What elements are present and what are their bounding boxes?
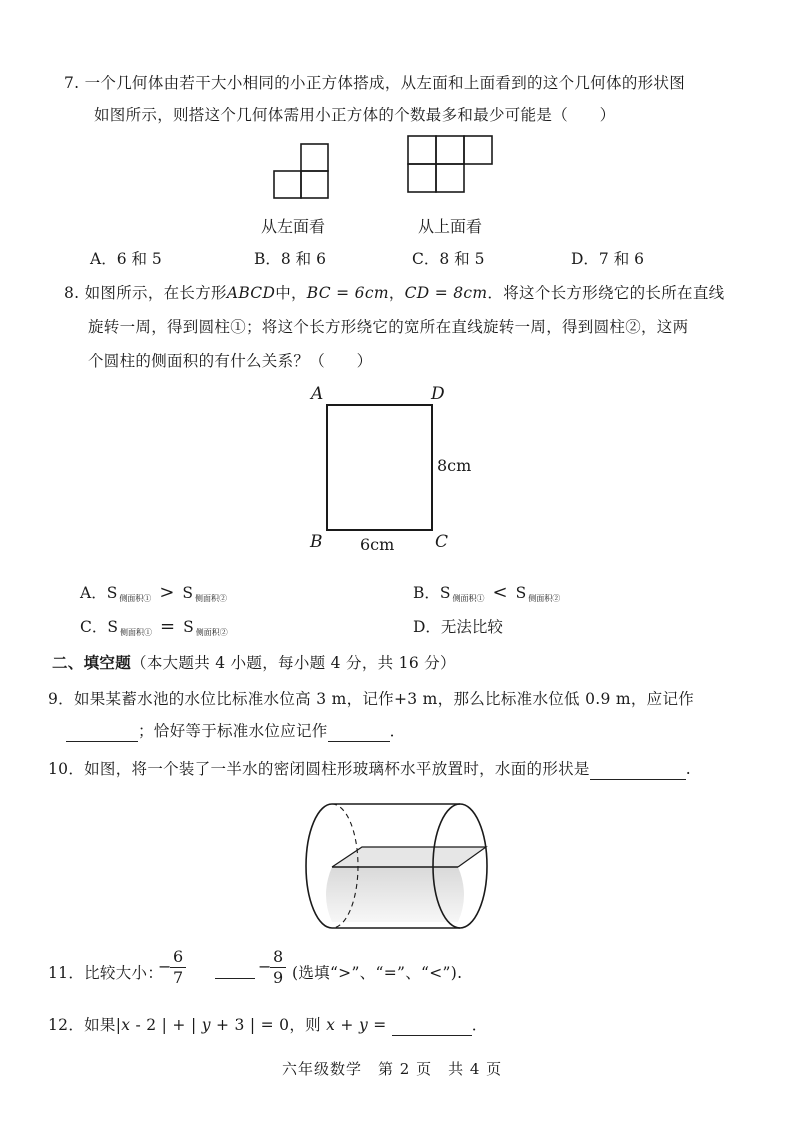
q11-prefix: 11．比较大小： [48,964,164,982]
q7-option-b: B．8 和 6 [254,250,326,268]
top-view-figure [406,135,494,193]
page-footer: 六年级数学 第 2 页 共 4 页 [282,1060,503,1078]
side-bc-label: 6cm [360,535,395,554]
q12-line: 12．如果|x - 2 | + | y + 3 | = 0，则 x + y = ． [48,1016,488,1034]
vertex-b-label: B [310,532,323,552]
q8-line1: 8. 如图所示，在长方形ABCD中，BC = 6cm，CD = 8cm．将这个长方形绕它的长所在直线 [64,284,725,302]
q8-line3: 个圆柱的侧面积的有什么关系？（ ） [88,352,373,370]
left-view-caption: 从左面看 [261,217,326,236]
left-view-figure [272,143,332,201]
vertex-d-label: D [431,384,445,404]
q8-option-b: B．S $_{侧面积①}$ < S $_{侧面积②}$ [413,582,561,603]
q9-line2: ；恰好等于标准水位应记作 ． [66,720,405,742]
rectangle-abcd-figure [326,404,434,532]
q7-option-c: C．8 和 5 [412,250,485,268]
cylinder-glass-figure [300,795,495,940]
q7-line1: 7. 一个几何体由若干大小相同的小正方体搭成，从左面和上面看到的这个几何体的形状图 [64,74,686,92]
side-cd-label: 8cm [437,456,472,475]
q11-blank[interactable] [215,962,255,979]
q11-fraction-2: − 8 9 [270,947,286,988]
section-2-heading: 二、填空题（本大题共 4 小题，每小题 4 分，共 16 分） [52,653,456,672]
q12-blank[interactable] [392,1019,472,1036]
vertex-a-label: A [311,384,324,404]
q9-blank-2[interactable] [328,725,390,742]
vertex-c-label: C [435,532,449,552]
q7-option-d: D．7 和 6 [571,250,645,268]
q8-option-a: A．S $_{侧面积①}$ > S $_{侧面积②}$ [80,582,228,603]
q8-option-d: D．无法比较 [413,618,503,636]
top-view-caption: 从上面看 [418,217,483,236]
q10-line: 10．如图，将一个装了一半水的密闭圆柱形玻璃杯水平放置时，水面的形状是 . [48,760,691,778]
q9-line1: 9．如果某蓄水池的水位比标准水位高 3 m，记作+3 m，那么比标准水位低 0.9 m，应记作 [48,690,695,708]
q8-line2: 旋转一周，得到圆柱①；将这个长方形绕它的宽所在直线旋转一周，得到圆柱②，这两 [88,318,689,336]
q9-blank-1[interactable] [66,725,138,742]
q7-line2: 如图所示，则搭这个几何体需用小正方体的个数最多和最少可能是（ ） [94,106,616,124]
q7-option-a: A．6 和 5 [90,250,162,268]
q11-fraction-1: − 6 7 [170,947,186,988]
q11-hint: (选填“>”、“=”、“<”). [292,964,463,982]
q10-blank[interactable] [590,763,686,780]
q8-option-c: C．S $_{侧面积①}$ = S $_{侧面积②}$ [80,616,228,637]
